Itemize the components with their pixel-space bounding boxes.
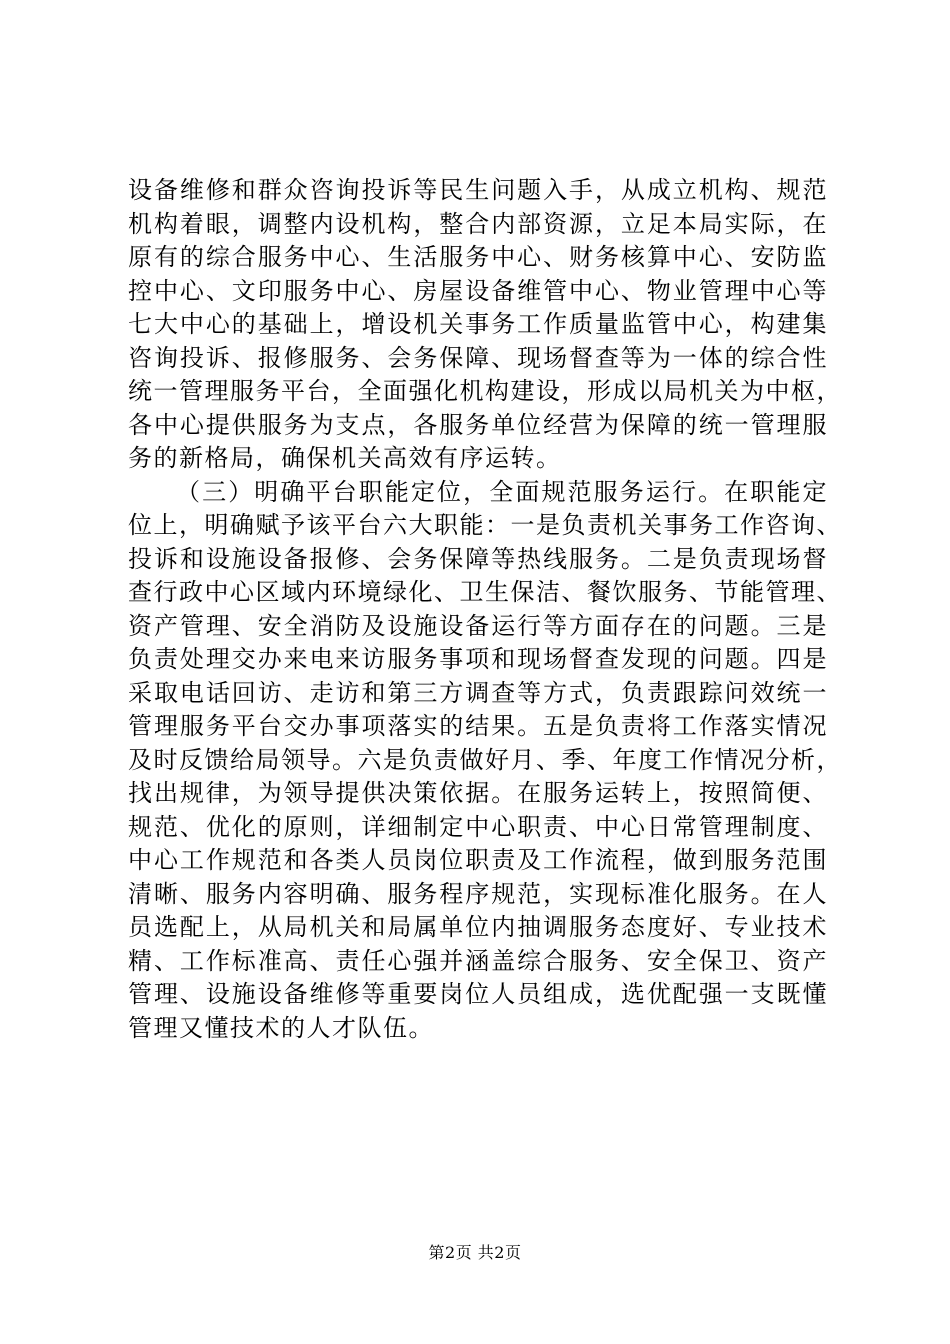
- paragraph-2-line: 管理、设施设备维修等重要岗位人员组成，选优配强一支既懂: [128, 980, 828, 1008]
- paragraph-2-line: 管理服务平台交办事项落实的结果。五是负责将工作落实情况: [128, 712, 828, 740]
- paragraph-2-line: 投诉和设施设备报修、会务保障等热线服务。二是负责现场督: [128, 544, 828, 573]
- body-text: [128, 174, 842, 1045]
- paragraph-1-line: 机构着眼，调整内设机构，整合内部资源，立足本局实际，在: [128, 209, 828, 238]
- paragraph-2-line: 中心工作规范和各类人员岗位职责及工作流程，做到服务范围: [128, 846, 828, 874]
- paragraph-2-line: 找出规律，为领导提供决策依据。在服务运转上，按照简便、: [128, 779, 828, 807]
- paragraph-1-line: 各中心提供服务为支点，各服务单位经营为保障的统一管理服: [128, 410, 828, 439]
- paragraph-2-line: 规范、优化的原则，详细制定中心职责、中心日常管理制度、: [128, 812, 828, 841]
- paragraph-2-line: 采取电话回访、走访和第三方调查等方式，负责跟踪问效统一: [128, 678, 828, 707]
- paragraph-2-line: 精、工作标准高、责任心强并涵盖综合服务、安全保卫、资产: [128, 946, 828, 975]
- paragraph-1-line: 咨询投诉、报修服务、会务保障、现场督查等为一体的综合性: [128, 343, 828, 372]
- paragraph-2-line: 资产管理、安全消防及设施设备运行等方面存在的问题。三是: [128, 611, 828, 640]
- paragraph-2-line: 管理又懂技术的人才队伍。: [128, 1013, 434, 1042]
- paragraph-1-line: 控中心、文印服务中心、房屋设备维管中心、物业管理中心等: [128, 276, 828, 305]
- paragraph-2-line: 查行政中心区域内环境绿化、卫生保洁、餐饮服务、节能管理、: [128, 578, 842, 606]
- paragraph-2-line: 位上，明确赋予该平台六大职能：一是负责机关事务工作咨询、: [128, 511, 842, 539]
- paragraph-2-line: 及时反馈给局领导。六是负责做好月、季、年度工作情况分析，: [128, 745, 842, 774]
- paragraph-1-line: 设备维修和群众咨询投诉等民生问题入手，从成立机构、规范: [128, 176, 828, 204]
- paragraph-1-line: 七大中心的基础上，增设机关事务工作质量监管中心，构建集: [128, 310, 828, 338]
- paragraph-1-line: 务的新格局，确保机关高效有序运转。: [128, 444, 562, 472]
- paragraph-2-line: 清晰、服务内容明确、服务程序规范，实现标准化服务。在人: [128, 879, 828, 908]
- paragraph-1-line: 原有的综合服务中心、生活服务中心、财务核算中心、安防监: [128, 243, 828, 271]
- paragraph-1-line: 统一管理服务平台，全面强化机构建设，形成以局机关为中枢，: [128, 377, 842, 405]
- page-footer: 第2页 共2页: [428, 1243, 522, 1262]
- paragraph-2-line: （三）明确平台职能定位，全面规范服务运行。在职能定: [176, 477, 828, 506]
- paragraph-2-line: 员选配上，从局机关和局属单位内抽调服务态度好、专业技术: [128, 913, 828, 941]
- paragraph-2-line: 负责处理交办来电来访服务事项和现场督查发现的问题。四是: [128, 645, 828, 673]
